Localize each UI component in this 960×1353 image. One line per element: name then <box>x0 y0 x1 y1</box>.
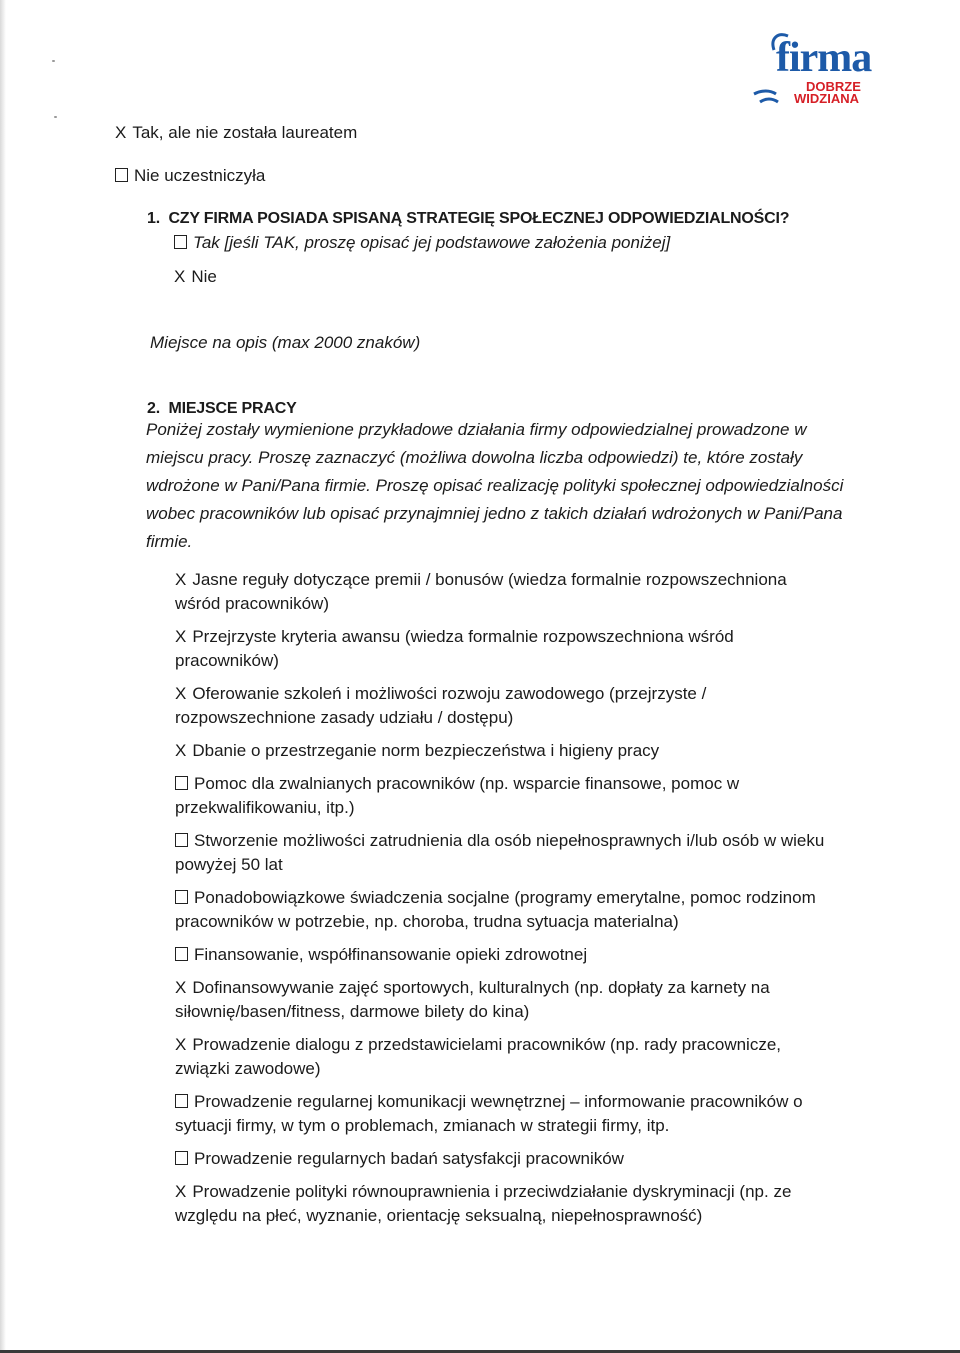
q2-option-first-line <box>175 772 739 796</box>
q1-number: 1. <box>147 210 160 227</box>
empty-checkbox-icon <box>175 947 188 961</box>
firma-dobrze-widziana-logo <box>752 28 872 110</box>
q1-description-placeholder: Miejsce na opis (max 2000 znaków) <box>150 333 421 352</box>
q2-option-text: Prowadzenie regularnych badań satysfakcji pracowników <box>194 1149 624 1168</box>
q2-option-first-line <box>175 568 787 592</box>
q2-option-text: pracowników w potrzebie, np. choroba, trudna sytuacja materialna) <box>175 912 679 931</box>
answer-not-participated <box>115 165 265 187</box>
empty-checkbox-icon <box>175 833 188 847</box>
checked-mark: X <box>175 978 187 997</box>
q2-option-text: Przejrzyste kryteria awansu (wiedza formalnie rozpowszechniona wśród <box>192 627 734 646</box>
q2-option-text: Oferowanie szkoleń i możliwości rozwoju zawodowego (przejrzyste / <box>192 684 707 703</box>
q2-option-item <box>175 1090 803 1138</box>
q2-option-item <box>175 739 659 763</box>
checked-mark: X <box>175 741 187 760</box>
empty-checkbox-icon <box>115 168 128 182</box>
q2-description-line: Poniżej zostały wymienione przykładowe działania firmy odpowiedzialnej prowadzone w <box>146 420 807 439</box>
logo-sub-1: DOBRZE <box>806 79 861 94</box>
q2-number: 2. <box>147 400 160 417</box>
q2-option-text: sytuacji firmy, w tym o problemach, zmianach w strategii firmy, itp. <box>175 1116 670 1135</box>
q2-description-line: wobec pracowników lub opisać przynajmniej jedno z takich działań wdrożonych w Pani/Pana <box>146 504 843 523</box>
q2-option-text: wśród pracowników) <box>175 594 329 613</box>
q2-option-item <box>175 682 706 730</box>
checked-mark: X <box>175 684 187 703</box>
q2-option-item <box>175 568 787 616</box>
q2-title: MIEJSCE PRACY <box>168 400 297 417</box>
q2-option-first-line <box>175 886 816 910</box>
q2-option-item <box>175 1033 781 1081</box>
q2-option-text: Jasne reguły dotyczące premii / bonusów (wiedza formalnie rozpowszechniona <box>192 570 787 589</box>
answer-laureate <box>115 122 357 144</box>
q2-description-line: miejscu pracy. Proszę zaznaczyć (możliwa dowolna liczba odpowiedzi) te, które zostały <box>146 448 803 467</box>
empty-checkbox-icon <box>175 1151 188 1165</box>
q2-option-text: Dofinansowywanie zajęć sportowych, kulturalnych (np. dopłaty za karnety na <box>192 978 770 997</box>
q2-option-text: Pomoc dla zwalnianych pracowników (np. wsparcie finansowe, pomoc w <box>194 774 740 793</box>
checked-mark: X <box>175 570 187 589</box>
checked-mark: X <box>175 1182 187 1201</box>
q2-option-first-line <box>175 625 734 649</box>
q2-option-text: siłownię/basen/fitness, darmowe bilety do kina) <box>175 1002 530 1021</box>
q2-option-text: Prowadzenie polityki równouprawnienia i przeciwdziałanie dyskryminacji (np. ze <box>192 1182 792 1201</box>
q2-option-first-line <box>175 739 659 763</box>
q2-option-first-line <box>175 1090 803 1114</box>
q2-option-item <box>175 1180 791 1228</box>
q1-option-yes-label: Tak [jeśli TAK, proszę opisać jej podstawowe założenia poniżej] <box>193 233 671 252</box>
q2-description-line: firmie. <box>146 532 193 551</box>
scan-speck <box>54 116 57 118</box>
answer-label: Tak, ale nie została laureatem <box>132 123 358 142</box>
q2-option-text: powyżej 50 lat <box>175 855 283 874</box>
q2-option-text: rozpowszechnione zasady udziału / dostępu) <box>175 708 514 727</box>
q2-option-item <box>175 625 734 673</box>
answer-label: Nie uczestniczyła <box>134 166 266 185</box>
q2-option-text: związki zawodowe) <box>175 1059 321 1078</box>
logo-name: firma <box>776 35 872 81</box>
checked-mark: X <box>175 1035 187 1054</box>
q2-option-item <box>175 772 739 820</box>
q2-option-item <box>175 829 824 877</box>
q2-option-item <box>175 943 587 967</box>
q2-option-first-line <box>175 943 587 967</box>
empty-checkbox-icon <box>175 1094 188 1108</box>
q2-option-first-line <box>175 1033 781 1057</box>
checked-mark: X <box>174 267 186 286</box>
q2-option-first-line <box>175 829 824 853</box>
q2-description <box>146 416 843 556</box>
q2-option-text: Dbanie o przestrzeganie norm bezpieczeństwa i higieny pracy <box>192 741 660 760</box>
q2-option-first-line <box>175 1147 624 1171</box>
scan-edge <box>0 0 6 1353</box>
empty-checkbox-icon <box>175 776 188 790</box>
q1-option-yes <box>174 232 670 254</box>
q1-heading <box>147 208 789 230</box>
q1-title: CZY FIRMA POSIADA SPISANĄ STRATEGIĘ SPOŁECZNEJ ODPOWIEDZIALNOŚCI? <box>168 210 790 227</box>
q2-option-text: Stworzenie możliwości zatrudnienia dla osób niepełnosprawnych i/lub osób w wieku <box>194 831 825 850</box>
q2-option-item <box>175 976 770 1024</box>
q2-option-text: Prowadzenie dialogu z przedstawicielami pracowników (np. rady pracownicze, <box>192 1035 782 1054</box>
q2-option-text: Finansowanie, współfinansowanie opieki zdrowotnej <box>194 945 588 964</box>
checked-mark: X <box>115 123 127 142</box>
q1-option-no-label: Nie <box>191 267 217 286</box>
q2-option-text: przekwalifikowaniu, itp.) <box>175 798 355 817</box>
q2-option-text: względu na płeć, wyznanie, orientację seksualną, niepełnosprawność) <box>175 1206 703 1225</box>
q2-description-line: wdrożone w Pani/Pana firmie. Proszę opisać realizację polityki społecznej odpowiedzialności <box>146 476 844 495</box>
scan-speck <box>52 60 55 62</box>
q2-option-item <box>175 886 816 934</box>
q2-option-text: pracowników) <box>175 651 279 670</box>
q2-option-first-line <box>175 682 706 706</box>
q2-option-first-line <box>175 976 770 1000</box>
checked-mark: X <box>175 627 187 646</box>
q2-option-text: Prowadzenie regularnej komunikacji wewnętrznej – informowanie pracowników o <box>194 1092 803 1111</box>
q2-option-text: Ponadobowiązkowe świadczenia socjalne (programy emerytalne, pomoc rodzinom <box>194 888 816 907</box>
logo-sub-2: WIDZIANA <box>794 91 859 106</box>
q2-option-first-line <box>175 1180 791 1204</box>
q1-option-no <box>174 266 217 288</box>
q2-option-item <box>175 1147 624 1171</box>
empty-checkbox-icon <box>174 235 187 249</box>
empty-checkbox-icon <box>175 890 188 904</box>
